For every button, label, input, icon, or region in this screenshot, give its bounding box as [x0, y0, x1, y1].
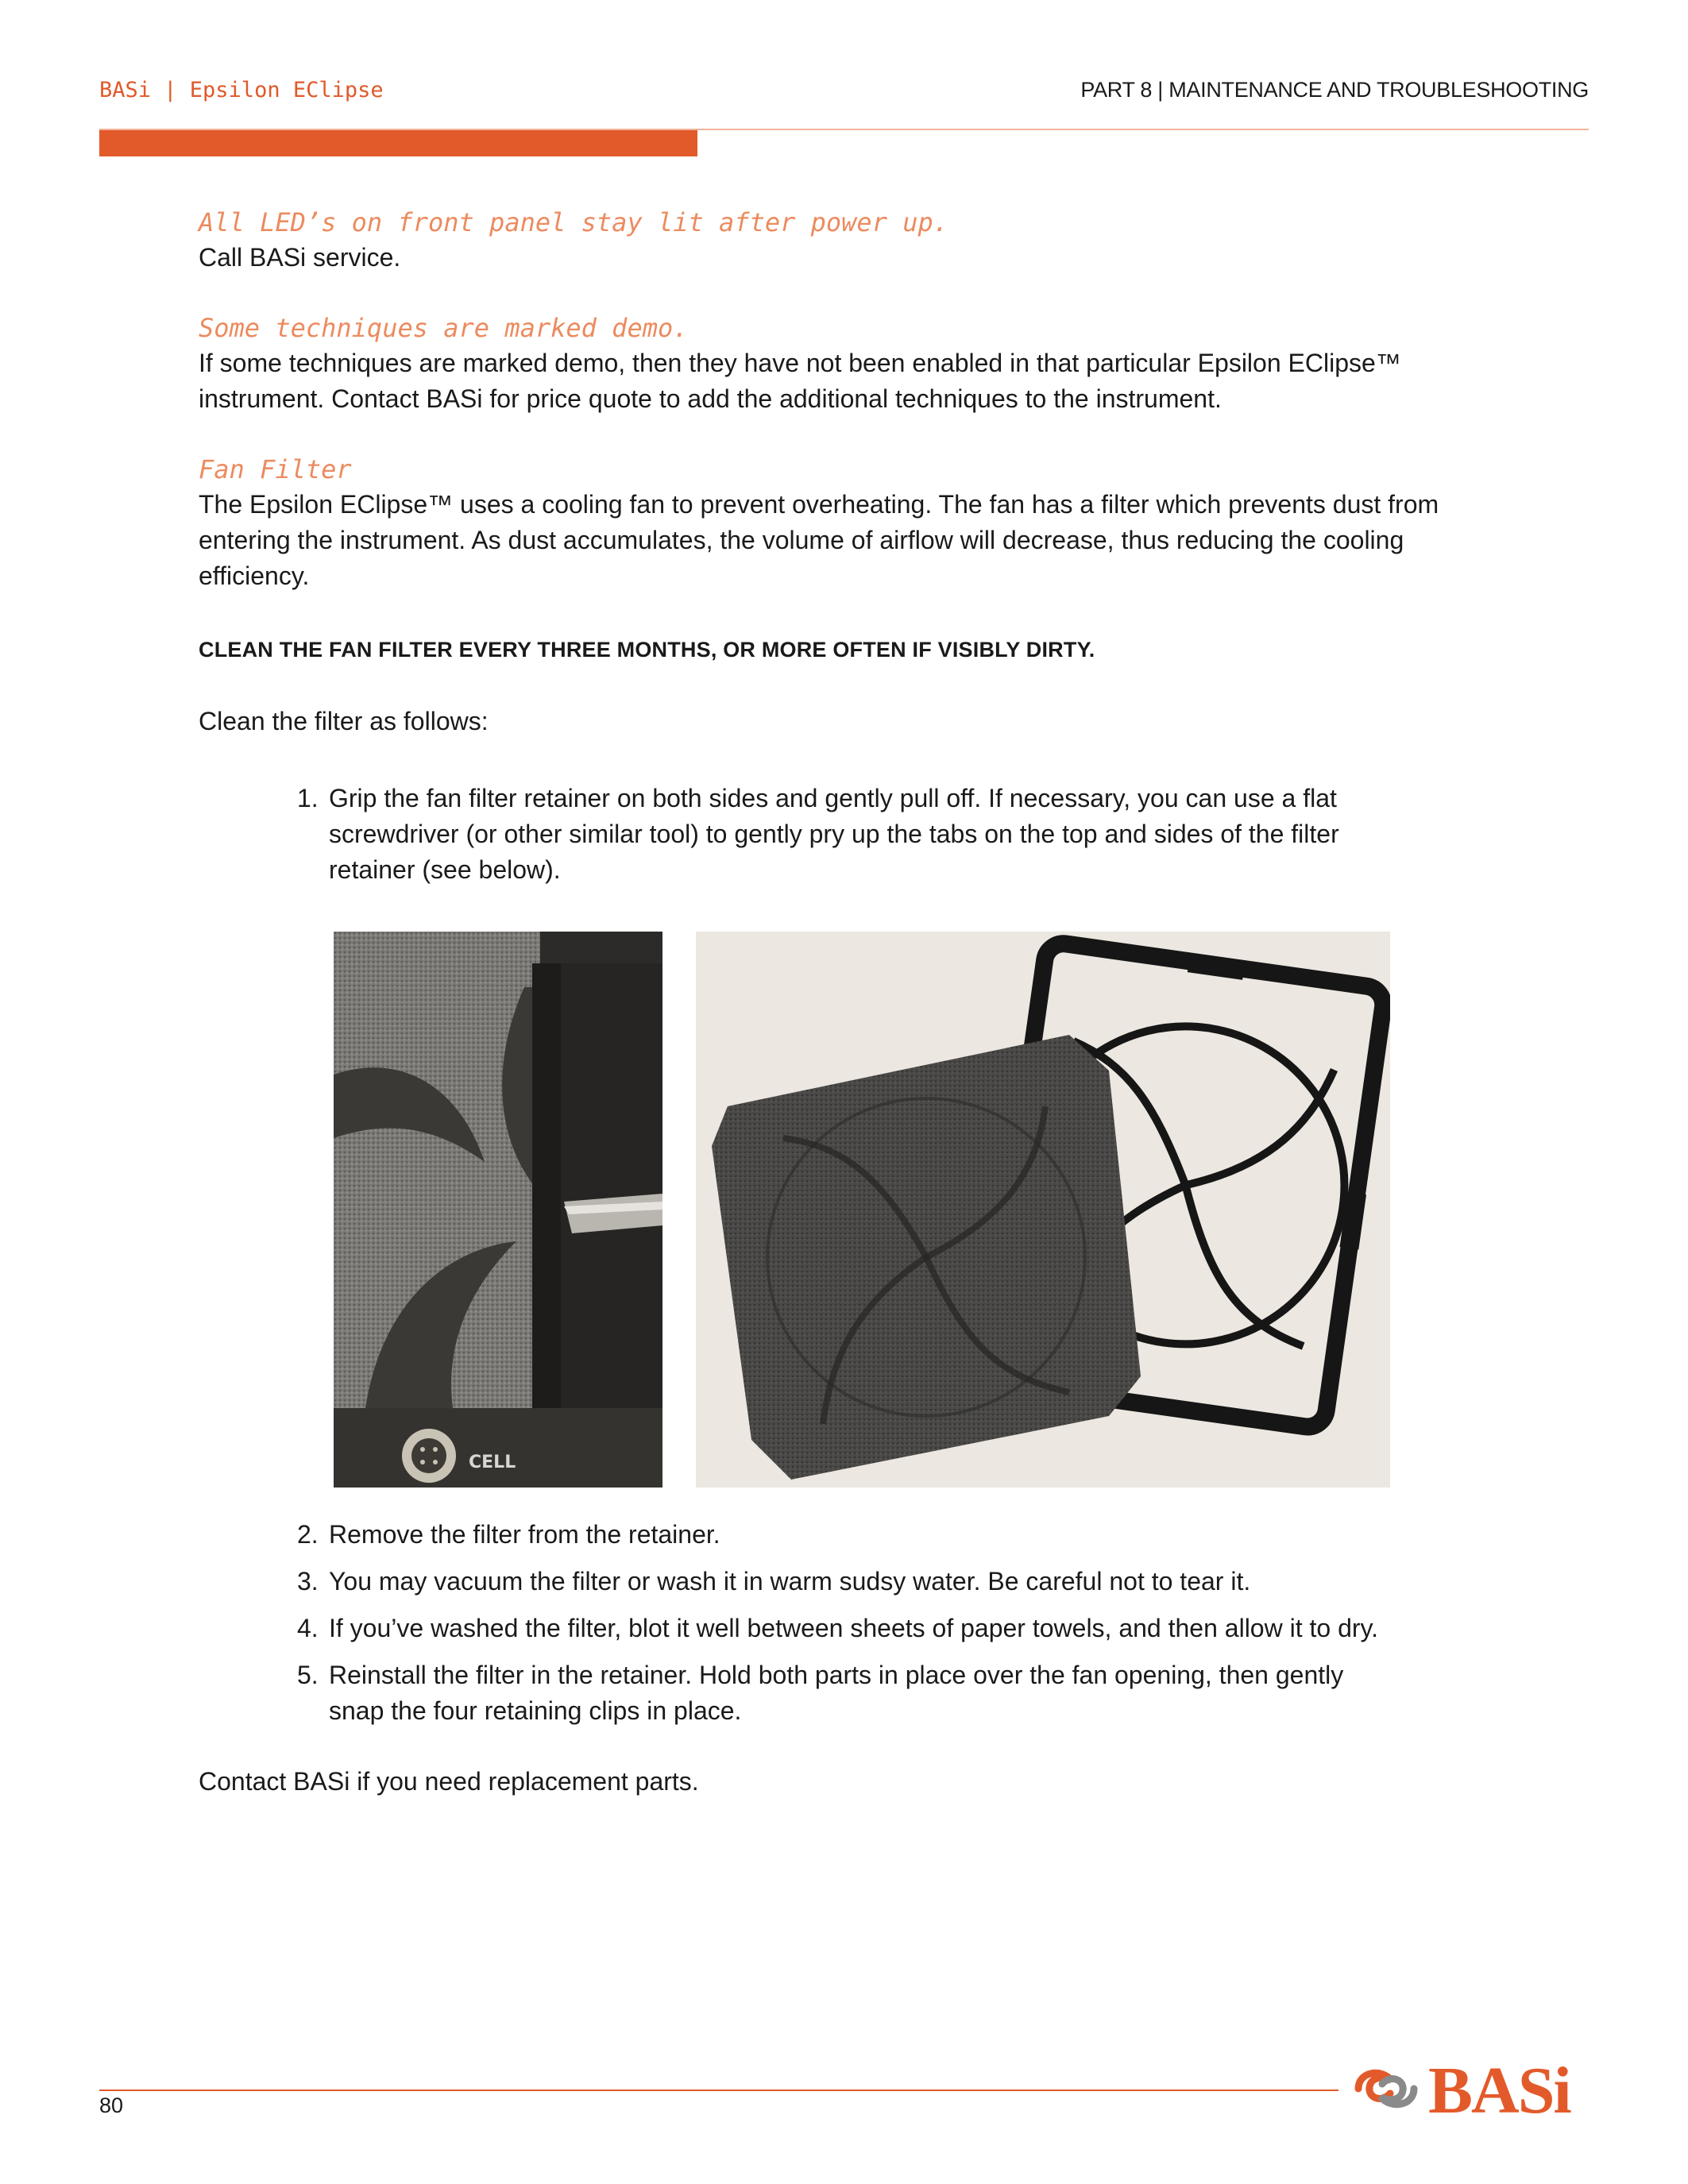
step-text: If you’ve washed the filter, blot it well between sheets of paper towels, and then allow it to dry. [329, 1614, 1379, 1642]
step-text: Grip the fan filter retainer on both sides and gently pull off. If necessary, you can use a flat screwdriver (or other similar tool) to gently pry up the tabs on the top and sides of the filter retainer (see below). [329, 784, 1339, 884]
main-content [199, 205, 1501, 888]
section-title-demo: Some techniques are marked demo. [199, 313, 689, 343]
step-number: 4. [297, 1614, 319, 1642]
caution-text: CLEAN THE FAN FILTER EVERY THREE MONTHS, OR MORE OFTEN IF VISIBLY DIRTY. [199, 638, 1095, 662]
steps-list-first [297, 781, 1385, 888]
step-text: You may vacuum the filter or wash it in warm sudsy water. Be careful not to tear it. [329, 1567, 1251, 1596]
basi-logo [1350, 2054, 1597, 2128]
section-body-fan-filter: The Epsilon EClipse™ uses a cooling fan to prevent overheating. The fan has a filter which prevents dust from entering the instrument. As dust accumulates, the volume of airflow will decrease, thus reducing the cooling efficiency. [199, 490, 1439, 590]
cell-label: CELL [469, 1453, 516, 1472]
list-item [297, 1611, 1385, 1646]
section-title-leds: All LED’s on front panel stay lit after power up. [199, 207, 949, 237]
logo-text: BASi [1428, 2054, 1570, 2128]
section-body-leds: Call BASi service. [199, 243, 401, 272]
page-number: 80 [99, 2093, 124, 2117]
header-accent-bar [99, 130, 697, 156]
footer-rule [99, 2089, 1338, 2091]
steps-continued [199, 1517, 1501, 1800]
photo-filter-and-retainer [696, 932, 1390, 1488]
step-number: 5. [297, 1661, 319, 1689]
list-item [297, 1517, 1385, 1553]
photo-filter-on-instrument [334, 932, 662, 1488]
step-text: Remove the filter from the retainer. [329, 1520, 720, 1549]
step-number: 2. [297, 1520, 319, 1549]
section-body-demo: If some techniques are marked demo, then they have not been enabled in that particular Epsilon EClipse™ instrument. Contact BASi for price quote to add the additional techniques to the instrument. [199, 349, 1401, 413]
step-text: Reinstall the filter in the retainer. Hold both parts in place over the fan opening, then gently snap the four retaining clips in place. [329, 1661, 1344, 1725]
filter-photos [334, 932, 1390, 1488]
header-left-title: BASi | Epsilon EClipse [99, 78, 384, 102]
closing-text: Contact BASi if you need replacement parts. [199, 1767, 699, 1796]
step-number: 3. [297, 1567, 319, 1596]
list-item [297, 781, 1385, 888]
basi-swirl-icon [1350, 2057, 1422, 2120]
step-number: 1. [297, 784, 319, 812]
header-right-title: PART 8 | MAINTENANCE AND TROUBLESHOOTING [1080, 78, 1589, 102]
section-title-fan-filter: Fan Filter [199, 454, 352, 484]
list-item [297, 1657, 1385, 1729]
list-item [297, 1564, 1385, 1599]
intro-text: Clean the filter as follows: [199, 707, 489, 735]
steps-list-rest [297, 1517, 1385, 1729]
